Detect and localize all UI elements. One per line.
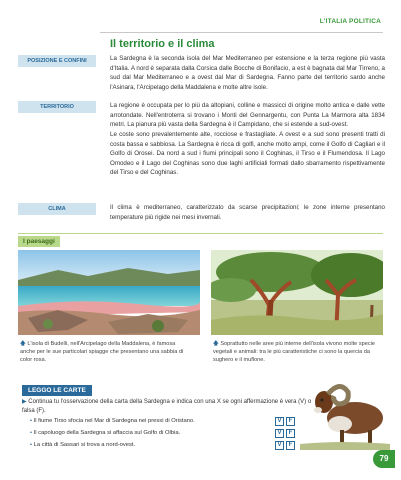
statement-2-text: Il capoluogo della Sardegna si affaccia sul Golfo di Olbia.: [33, 430, 181, 436]
side-label-clima: CLIMA: [18, 203, 96, 215]
statement-1: [30, 418, 195, 424]
paragraph-territorio: La regione è occupata per lo più da altopiani, colline e massicci di origine molto antica e dalle vette arrotondate. Nell'entroterra si trovano i Monti del Gennargentu, con Punta La Marmora alta 1834 metri. La pianura più vasta della Sardegna è il Campidano, che si estende a sud-ovest.: [110, 102, 385, 129]
exercise-title: LEGGO LE CARTE: [22, 385, 92, 396]
statement-2-false-box[interactable]: F: [286, 429, 295, 438]
paragraph-clima: Il clima è mediterraneo, caratterizzato da scarse precipitazioni; le zone interne presentano temperature più rigide nei mesi invernali.: [110, 204, 385, 221]
play-arrow-icon: ▶: [22, 399, 29, 405]
exercise-intro-text: Continua tu l'osservazione della carta della Sardegna e indica con una X se ogni affermazione è vera (V) o falsa (F).: [22, 399, 312, 414]
arrow-up-icon: 🡅: [213, 341, 221, 347]
budelli-beach-photo: [18, 250, 200, 335]
cork-oak-photo: [211, 250, 383, 335]
paesaggi-divider: [18, 233, 383, 234]
side-label-posizione: POSIZIONE E CONFINI: [18, 55, 96, 67]
statement-3-false-box[interactable]: F: [286, 441, 295, 450]
caption-cork-oak-text: Soprattutto nelle aree più interne dell'isola vivono molte specie vegetali e animali: tra le più caratteristiche ci sono la quercia da sughero e il muflone.: [213, 341, 375, 364]
running-header: L'ITALIA POLITICA: [319, 18, 381, 25]
arrow-up-icon: 🡅: [20, 341, 28, 347]
bullet-icon: •: [30, 442, 34, 448]
paesaggi-label: I paesaggi: [18, 236, 60, 247]
statement-1-text: Il fiume Tirso sfocia nel Mar di Sardegna nei pressi di Oristano.: [33, 418, 195, 424]
statement-3-true-box[interactable]: V: [275, 441, 284, 450]
section-title: Il territorio e il clima: [110, 38, 215, 50]
statement-1-true-box[interactable]: V: [275, 417, 284, 426]
caption-cork-oak: [213, 340, 383, 365]
exercise-intro: [22, 398, 322, 415]
statement-3-text: La città di Sassari si trova a nord-ovest.: [33, 442, 136, 448]
page-number: 79: [373, 450, 395, 468]
caption-budelli: [20, 340, 190, 365]
paragraph-posizione: La Sardegna è la seconda isola del Mar Mediterraneo per estensione e la terza regione più vasta d'Italia. A nord è separata dalla Corsica dalle Bocche di Bonifacio, a est è bagnata dal Mar Tirreno, a sud dal Mar Mediterraneo e a ovest dal Mar di Sardegna. Fanno parte del territorio sardo anche l'Asinara, l'Arcipelago della Maddalena e molte altre isole.: [110, 55, 385, 91]
side-label-territorio: TERRITORIO: [18, 101, 96, 113]
statement-1-false-box[interactable]: F: [286, 417, 295, 426]
statement-3: [30, 442, 135, 448]
caption-budelli-text: L'isola di Budelli, nell'Arcipelago della Maddalena, è famosa anche per le sue particolari spiagge che presentano una sabbia di color rosa.: [20, 341, 184, 364]
statement-2-true-box[interactable]: V: [275, 429, 284, 438]
bullet-icon: •: [30, 418, 34, 424]
bullet-icon: •: [30, 430, 34, 436]
paragraph-coste: Le coste sono prevalentemente alte, rocciose e frastagliate. A ovest e a sud sono presenti tratti di costa bassa e sabbiosa. La Sardegna è ricca di golfi, anche molto ampi, come il Golfo di Cagliari e il Golfo di Orosei. Da nord a sud i fiumi principali sono il Coghinas, il Tirso e il Flumendosa. Il Lago Omodeo e il Lago del Coghinas sono due laghi artificiali formati dallo sbarramento rispettivamente del Tirso e del Coghinas.: [110, 131, 385, 177]
statement-2: [30, 430, 180, 436]
header-divider: [100, 32, 383, 33]
